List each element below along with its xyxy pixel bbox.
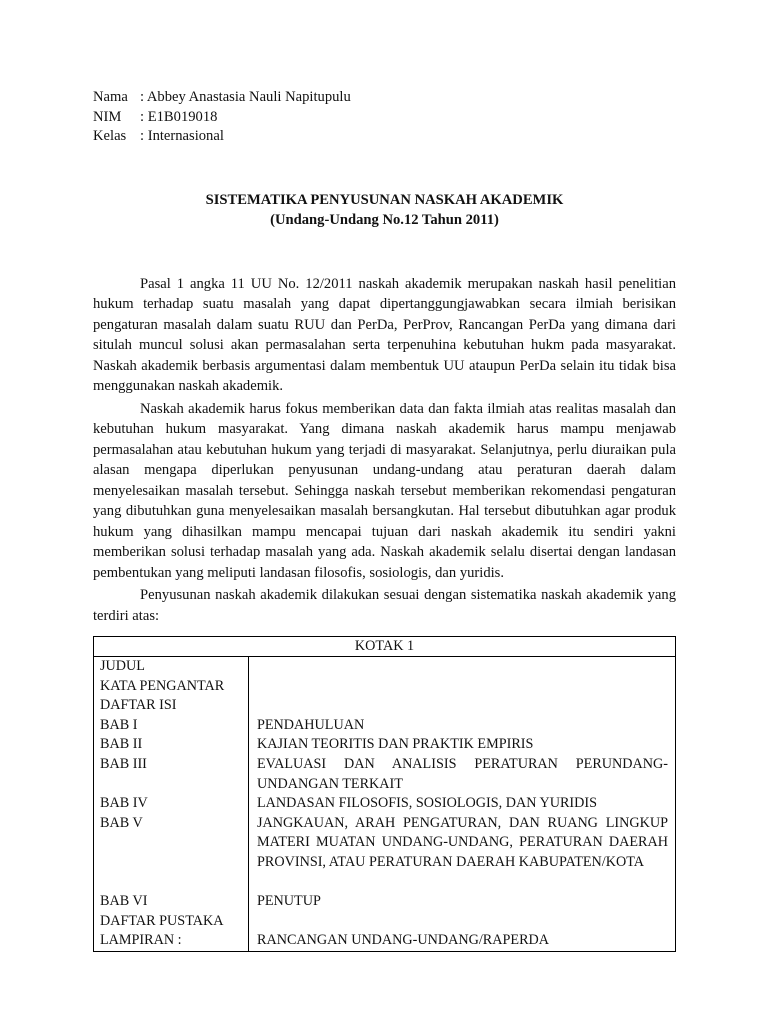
content-column — [249, 657, 676, 952]
bab6-content: PENUTUP — [257, 893, 321, 910]
left-item — [100, 873, 248, 893]
bab1-content: PENDAHULUAN — [257, 716, 365, 733]
left-item: BAB I — [100, 716, 138, 733]
paragraph-3: Penyusunan naskah akademik dilakukan sesuai dengan sistematika naskah akademik yang terdiri atas: — [93, 587, 676, 624]
name-label: Nama — [93, 89, 128, 105]
class-label: Kelas — [93, 128, 127, 144]
bab2-content: KAJIAN TEORITIS DAN PRAKTIK EMPIRIS — [257, 736, 534, 753]
title-line-1: SISTEMATIKA PENYUSUNAN NASKAH AKADEMIK — [205, 191, 564, 208]
paragraph-2: Naskah akademik harus fokus memberikan data dan fakta ilmiah atas realitas masalah dan kebutuhan hukum masyarakat. Yang dimana naskah akademik harus mampu menjawab permasalahan atau kebutuhan hukum yang terjadi di masyarakat. Selanjutnya, perlu diuraikan pula alasan mengapa diperlukan penyusunan undang-undang atau peraturan daerah dalam menyelesaikan masalah tersebut. Sehingga naskah tersebut memberikan rekomendasi pengaturan yang dibutuhkan guna menyelesaikan masalah bersangkutan. Hal tersebut dibutuhkan agar produk hukum yang dihasilkan mampu mencapai tujuan dari naskah akademik itu sendiri yakni memberikan solusi terhadap masalah yang ada. Naskah akademik selalu disertai dengan landasan pembentukan yang meliputi landasan filosofis, sosiologis, dan yuridis. — [93, 400, 676, 581]
bab3-content: EVALUASI DAN ANALISIS PERATURAN PERUNDANG-UNDANGAN TERKAIT — [257, 755, 668, 792]
title-line-2: (Undang-Undang No.12 Tahun 2011) — [270, 211, 499, 228]
paragraph-1: Pasal 1 angka 11 UU No. 12/2011 naskah akademik merupakan naskah hasil penelitian hukum terhadap suatu masalah yang dapat dipertanggungjawabkan secara ilmiah berisikan pengaturan masalah dalam suatu RUU dan PerDa, PerProv, Rancangan PerDa yang dimana dari situlah muncul solusi akan permasalahan serta terpenuhina kebutuhan hukm pada masyarakat. Naskah akademik berbasis argumentasi dalam membentuk UU ataupun PerDa selain itu tidak bisa menggunakan naskah akademik. — [93, 275, 676, 394]
table-title: KOTAK 1 — [94, 637, 676, 657]
left-item: DAFTAR ISI — [100, 697, 177, 714]
left-item: LAMPIRAN : — [100, 932, 182, 949]
document-page — [93, 88, 676, 952]
bab5-content: JANGKAUAN, ARAH PENGATURAN, DAN RUANG LINGKUP MATERI MUATAN UNDANG-UNDANG, PERATURAN DAERAH PROVINSI, ATAU PERATURAN DAERAH KABUPATEN/KOTA — [257, 814, 668, 870]
left-item: BAB IV — [100, 795, 148, 812]
left-item: DAFTAR PUSTAKA — [100, 912, 224, 929]
lampiran-content: RANCANGAN UNDANG-UNDANG/RAPERDA — [257, 932, 550, 949]
left-item: BAB II — [100, 736, 143, 753]
nim-row — [93, 108, 676, 128]
name-value: : Abbey Anastasia Nauli Napitupulu — [140, 89, 351, 105]
left-item: KATA PENGANTAR — [100, 677, 225, 694]
nim-value: : E1B019018 — [140, 108, 218, 125]
class-row — [93, 127, 676, 147]
left-item — [100, 853, 248, 873]
structure-table — [93, 636, 676, 952]
chapter-column — [94, 657, 249, 952]
left-item — [100, 833, 248, 853]
left-item: JUDUL — [100, 658, 145, 674]
left-item — [100, 775, 248, 795]
left-item: BAB VI — [100, 893, 148, 910]
bab4-content: LANDASAN FILOSOFIS, SOSIOLOGIS, DAN YURIDIS — [257, 795, 598, 812]
class-value: : Internasional — [140, 128, 224, 144]
nim-label: NIM — [93, 108, 122, 125]
left-item: BAB III — [100, 755, 147, 772]
name-row — [93, 88, 676, 108]
left-item: BAB V — [100, 814, 143, 831]
student-info — [93, 88, 676, 147]
document-title — [93, 190, 676, 230]
